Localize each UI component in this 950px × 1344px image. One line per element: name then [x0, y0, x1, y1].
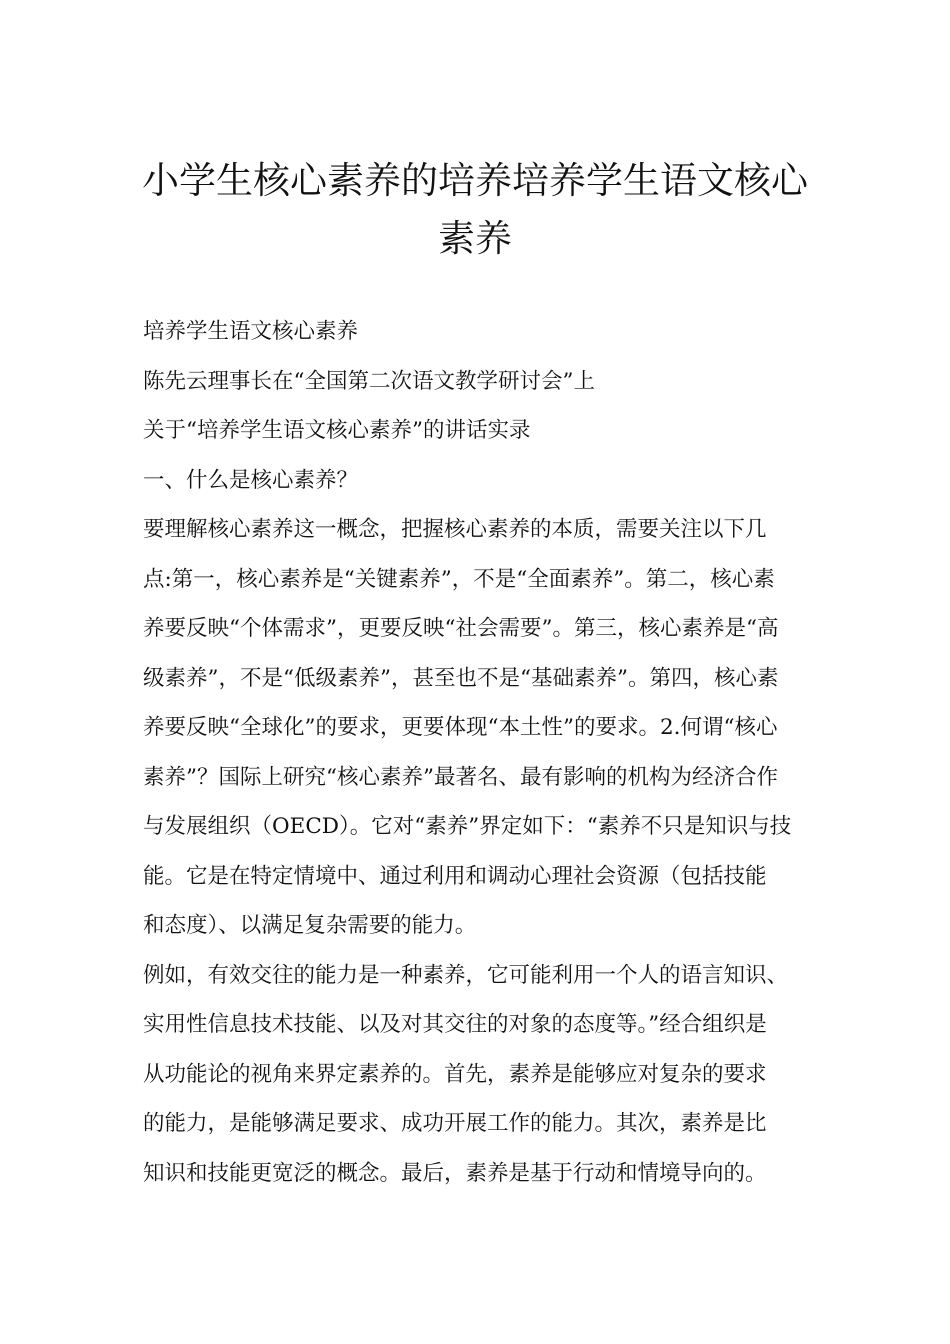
document-title-line-1: 小学生核心素养的培养培养学生语文核心	[142, 159, 808, 202]
body-paragraph	[143, 505, 811, 951]
document-title-line-2: 素养	[438, 217, 512, 260]
body-text-line: 例如，有效交往的能力是一种素养，它可能利用一个人的语言知识、	[143, 962, 789, 988]
body-text-line: 从功能论的视角来界定素养的。首先，素养是能够应对复杂的要求	[143, 1061, 767, 1087]
body-text-line: 培养学生语文核心素养	[143, 319, 359, 344]
body-paragraph	[143, 307, 811, 357]
body-text-line: 养要反映“全球化”的要求，更要体现“本土性”的要求。2.何谓“核心	[143, 715, 778, 740]
body-text-line: 关于“培养学生语文核心素养”的讲话实录	[143, 418, 531, 443]
body-text-line: 与发展组织（OECD）。它对“素养”界定如下：“素养不只是知识与技	[143, 814, 792, 839]
body-text-line: 实用性信息技术技能、以及对其交往的对象的态度等。”经合组织是	[143, 1012, 767, 1037]
body-text-line: 能。它是在特定情境中、通过利用和调动心理社会资源（包括技能	[143, 863, 767, 889]
body-text-line: 要理解核心素养这一概念，把握核心素养的本质，需要关注以下几	[143, 517, 767, 542]
document-title	[95, 152, 855, 268]
body-paragraph	[143, 951, 811, 1199]
body-text-line: 和态度）、以满足复杂需要的能力。	[143, 913, 477, 938]
body-paragraph	[143, 406, 811, 456]
body-text-line: 养要反映“个体需求”，更要反映“社会需要”。第三，核心素养是“高	[143, 616, 779, 641]
body-text-line: 的能力，是能够满足要求、成功开展工作的能力。其次，素养是比	[143, 1111, 767, 1136]
body-text-line: 级素养”，不是“低级素养”，甚至也不是“基础素养”。第四，核心素	[143, 665, 779, 691]
body-text-line: 陈先云理事长在“全国第二次语文教学研讨会”上	[143, 368, 595, 394]
body-text-line: 知识和技能更宽泛的概念。最后，素养是基于行动和情境导向的。	[143, 1160, 767, 1186]
body-text-line: 点:第一，核心素养是“关键素养”，不是“全面素养”。第二，核心素	[143, 566, 775, 592]
body-paragraph	[143, 456, 811, 506]
body-text-line: 一、什么是核心素养？	[143, 467, 359, 493]
document-body	[143, 307, 811, 1198]
body-text-line: 素养”？国际上研究“核心素养”最著名、最有影响的机构为经济合作	[143, 764, 778, 790]
body-paragraph	[143, 357, 811, 407]
